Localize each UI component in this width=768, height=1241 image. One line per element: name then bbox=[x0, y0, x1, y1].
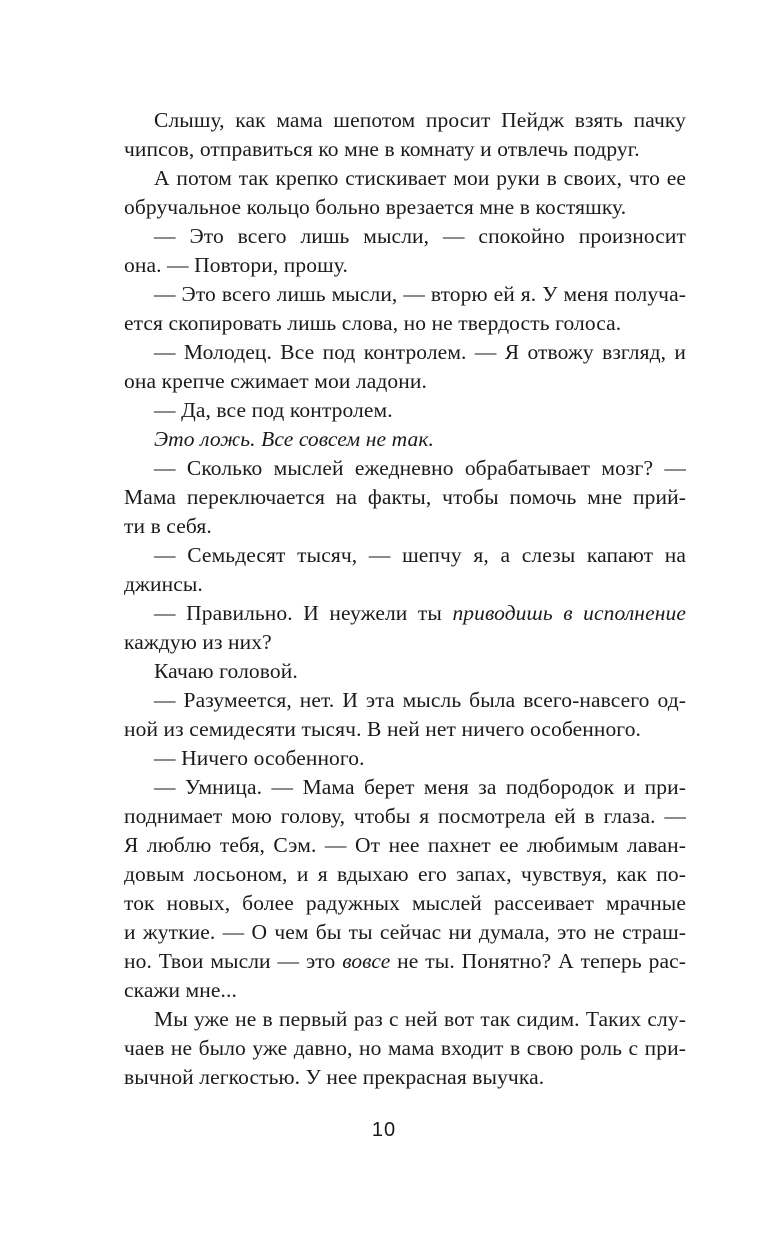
text-line: — Умница. — Мама берет меня за подбородок и при- bbox=[154, 775, 686, 799]
text-line: Качаю головой. bbox=[154, 659, 298, 683]
text-line: скажи мне... bbox=[124, 978, 237, 1002]
text-line: — Сколько мыслей ежедневно обрабатывает мозг? — bbox=[154, 456, 686, 480]
book-page-text bbox=[124, 106, 686, 1092]
text-line: каждую из них? bbox=[124, 630, 272, 654]
text-line: ной из семидесяти тысяч. В ней нет ничего особенного. bbox=[124, 717, 642, 741]
text-line: она. — Повтори, прошу. bbox=[124, 253, 348, 277]
text-line: ток новых, более радужных мыслей рассеивает мрачные bbox=[124, 891, 686, 915]
text-line: ти в себя. bbox=[124, 514, 212, 538]
text-line: Слышу, как мама шепотом просит Пейдж взять пачку bbox=[154, 108, 686, 132]
text-line: довым лосьоном, и я вдыхаю его запах, чувствуя, как по- bbox=[124, 862, 686, 886]
text-segment: не ты. Понятно? А теперь рас- bbox=[390, 949, 686, 973]
text-line: — Молодец. Все под контролем. — Я отвожу взгляд, и bbox=[154, 340, 686, 364]
text-segment: — Правильно. И неужели ты bbox=[154, 601, 453, 625]
text-line-mixed bbox=[124, 599, 686, 628]
text-line: чаев не было уже давно, но мама входит в свою роль с при- bbox=[124, 1036, 686, 1060]
text-line-mixed bbox=[124, 947, 686, 976]
text-line: поднимает мою голову, чтобы я посмотрела ей в глаза. — bbox=[124, 804, 686, 828]
italic-segment: приводишь в исполнение bbox=[452, 601, 686, 625]
text-line: джинсы. bbox=[124, 572, 203, 596]
text-line: — Это всего лишь мысли, — вторю ей я. У меня получа- bbox=[154, 282, 686, 306]
text-line: — Да, все под контролем. bbox=[154, 398, 393, 422]
text-line: ется скопировать лишь слова, но не твердость голоса. bbox=[124, 311, 622, 335]
text-line: Я люблю тебя, Сэм. — От нее пахнет ее любимым лаван- bbox=[124, 833, 686, 857]
italic-text-line: Это ложь. Все совсем не так. bbox=[154, 427, 434, 451]
text-segment: но. Твои мысли — это bbox=[124, 949, 343, 973]
text-line: и жуткие. — О чем бы ты сейчас ни думала, это не страш- bbox=[124, 920, 686, 944]
text-line: — Разумеется, нет. И эта мысль была всего-навсего од- bbox=[154, 688, 686, 712]
text-line: вычной легкостью. У нее прекрасная выучка. bbox=[124, 1065, 545, 1089]
text-line: — Семьдесят тысяч, — шепчу я, а слезы капают на bbox=[154, 543, 686, 567]
text-line: — Ничего особенного. bbox=[154, 746, 365, 770]
text-line: она крепче сжимает мои ладони. bbox=[124, 369, 427, 393]
text-line: — Это всего лишь мысли, — спокойно произносит bbox=[154, 224, 686, 248]
text-line: обручальное кольцо больно врезается мне в костяшку. bbox=[124, 195, 627, 219]
text-line: Мама переключается на факты, чтобы помочь мне прий- bbox=[124, 485, 686, 509]
text-line: А потом так крепко стискивает мои руки в своих, что ее bbox=[154, 166, 686, 190]
text-line: Мы уже не в первый раз с ней вот так сидим. Таких слу- bbox=[154, 1007, 686, 1031]
text-line: чипсов, отправиться ко мне в комнату и отвлечь подруг. bbox=[124, 137, 640, 161]
page-number: 10 bbox=[371, 1119, 397, 1141]
italic-segment: вовсе bbox=[342, 949, 391, 973]
